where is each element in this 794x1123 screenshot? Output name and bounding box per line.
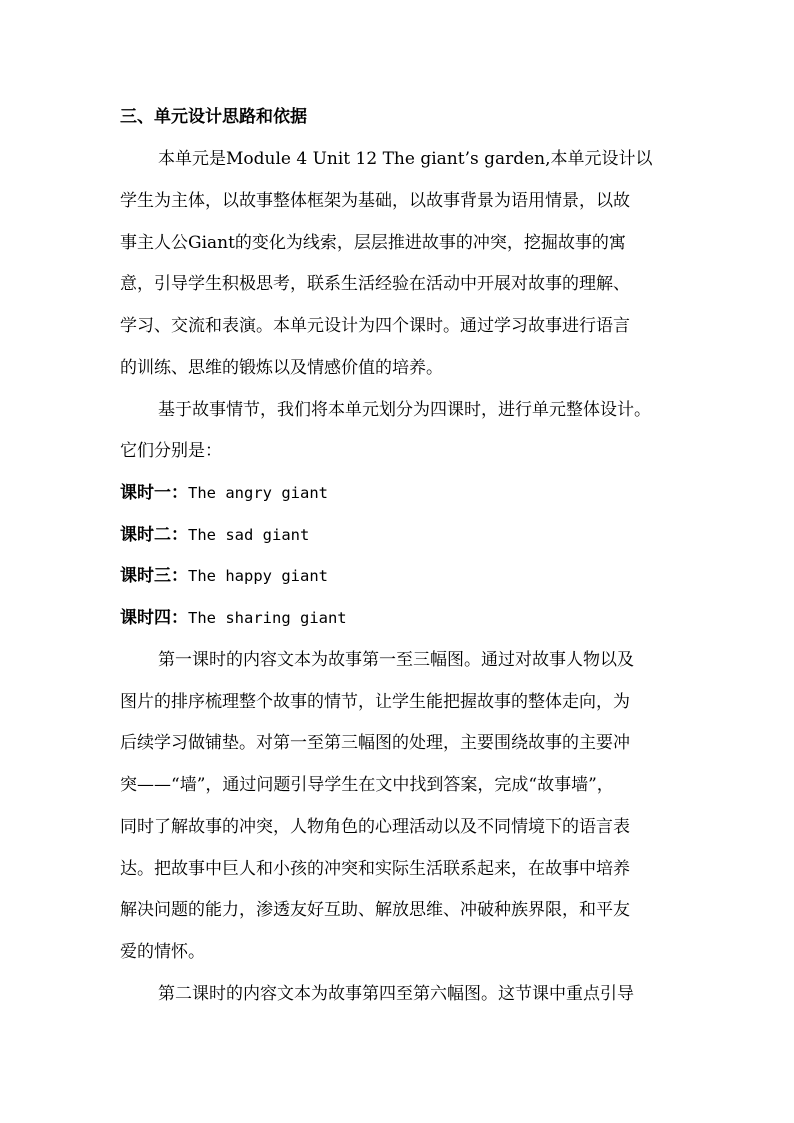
lesson-title: The angry giant: [188, 484, 328, 502]
paragraph-line: 它们分别是：: [120, 441, 222, 461]
lesson-label: 课时三：: [120, 566, 188, 586]
paragraph-line: 第二课时的内容文本为故事第四至第六幅图。这节课中重点引导: [158, 984, 634, 1004]
paragraph-line: 达。把故事中巨人和小孩的冲突和实际生活联系起来，在故事中培养: [120, 859, 630, 879]
paragraph-line: 图片的排序梳理整个故事的情节，让学生能把握故事的整体走向，为: [120, 692, 630, 712]
paragraph-line: 意，引导学生积极思考，联系生活经验在活动中开展对故事的理解、: [120, 274, 630, 294]
paragraph-line: 突——“墙”，通过问题引导学生在文中找到答案，完成“故事墙”，: [120, 775, 614, 795]
paragraph-line: 爱的情怀。: [120, 942, 205, 962]
lesson-title: The happy giant: [188, 567, 328, 585]
paragraph-line: 后续学习做铺垫。对第一至第三幅图的处理，主要围绕故事的主要冲: [120, 733, 630, 753]
lesson-label: 课时四：: [120, 608, 188, 628]
lesson-item: [120, 481, 690, 505]
paragraph-line: 的训练、思维的锻炼以及情感价值的培养。: [120, 358, 443, 378]
paragraph-line: 解决问题的能力，渗透友好互助、解放思维、冲破种族界限，和平友: [120, 900, 630, 920]
paragraph-line: 第一课时的内容文本为故事第一至三幅图。通过对故事人物以及: [158, 650, 634, 670]
lesson-title: The sharing giant: [188, 609, 347, 627]
lesson-item: [120, 606, 690, 630]
paragraph-line: 学习、交流和表演。本单元设计为四个课时。通过学习故事进行语言: [120, 316, 630, 336]
section-heading: 三、单元设计思路和依据: [120, 107, 307, 127]
lesson-label: 课时二：: [120, 525, 188, 545]
paragraph-line: 事主人公Giant的变化为线索，层层推进故事的冲突，挖掘故事的寓: [120, 233, 626, 253]
paragraph-line: 本单元是Module 4 Unit 12 The giant’s garden,本单元设计以: [158, 149, 653, 169]
lesson-item: [120, 523, 690, 547]
paragraph-line: 基于故事情节，我们将本单元划分为四课时，进行单元整体设计。: [158, 400, 651, 420]
paragraph-line: 学生为主体，以故事整体框架为基础，以故事背景为语用情景，以故: [120, 191, 630, 211]
paragraph-line: 同时了解故事的冲突，人物角色的心理活动以及不同情境下的语言表: [120, 817, 630, 837]
lesson-label: 课时一：: [120, 483, 188, 503]
lesson-title: The sad giant: [188, 526, 310, 544]
lesson-item: [120, 564, 690, 588]
